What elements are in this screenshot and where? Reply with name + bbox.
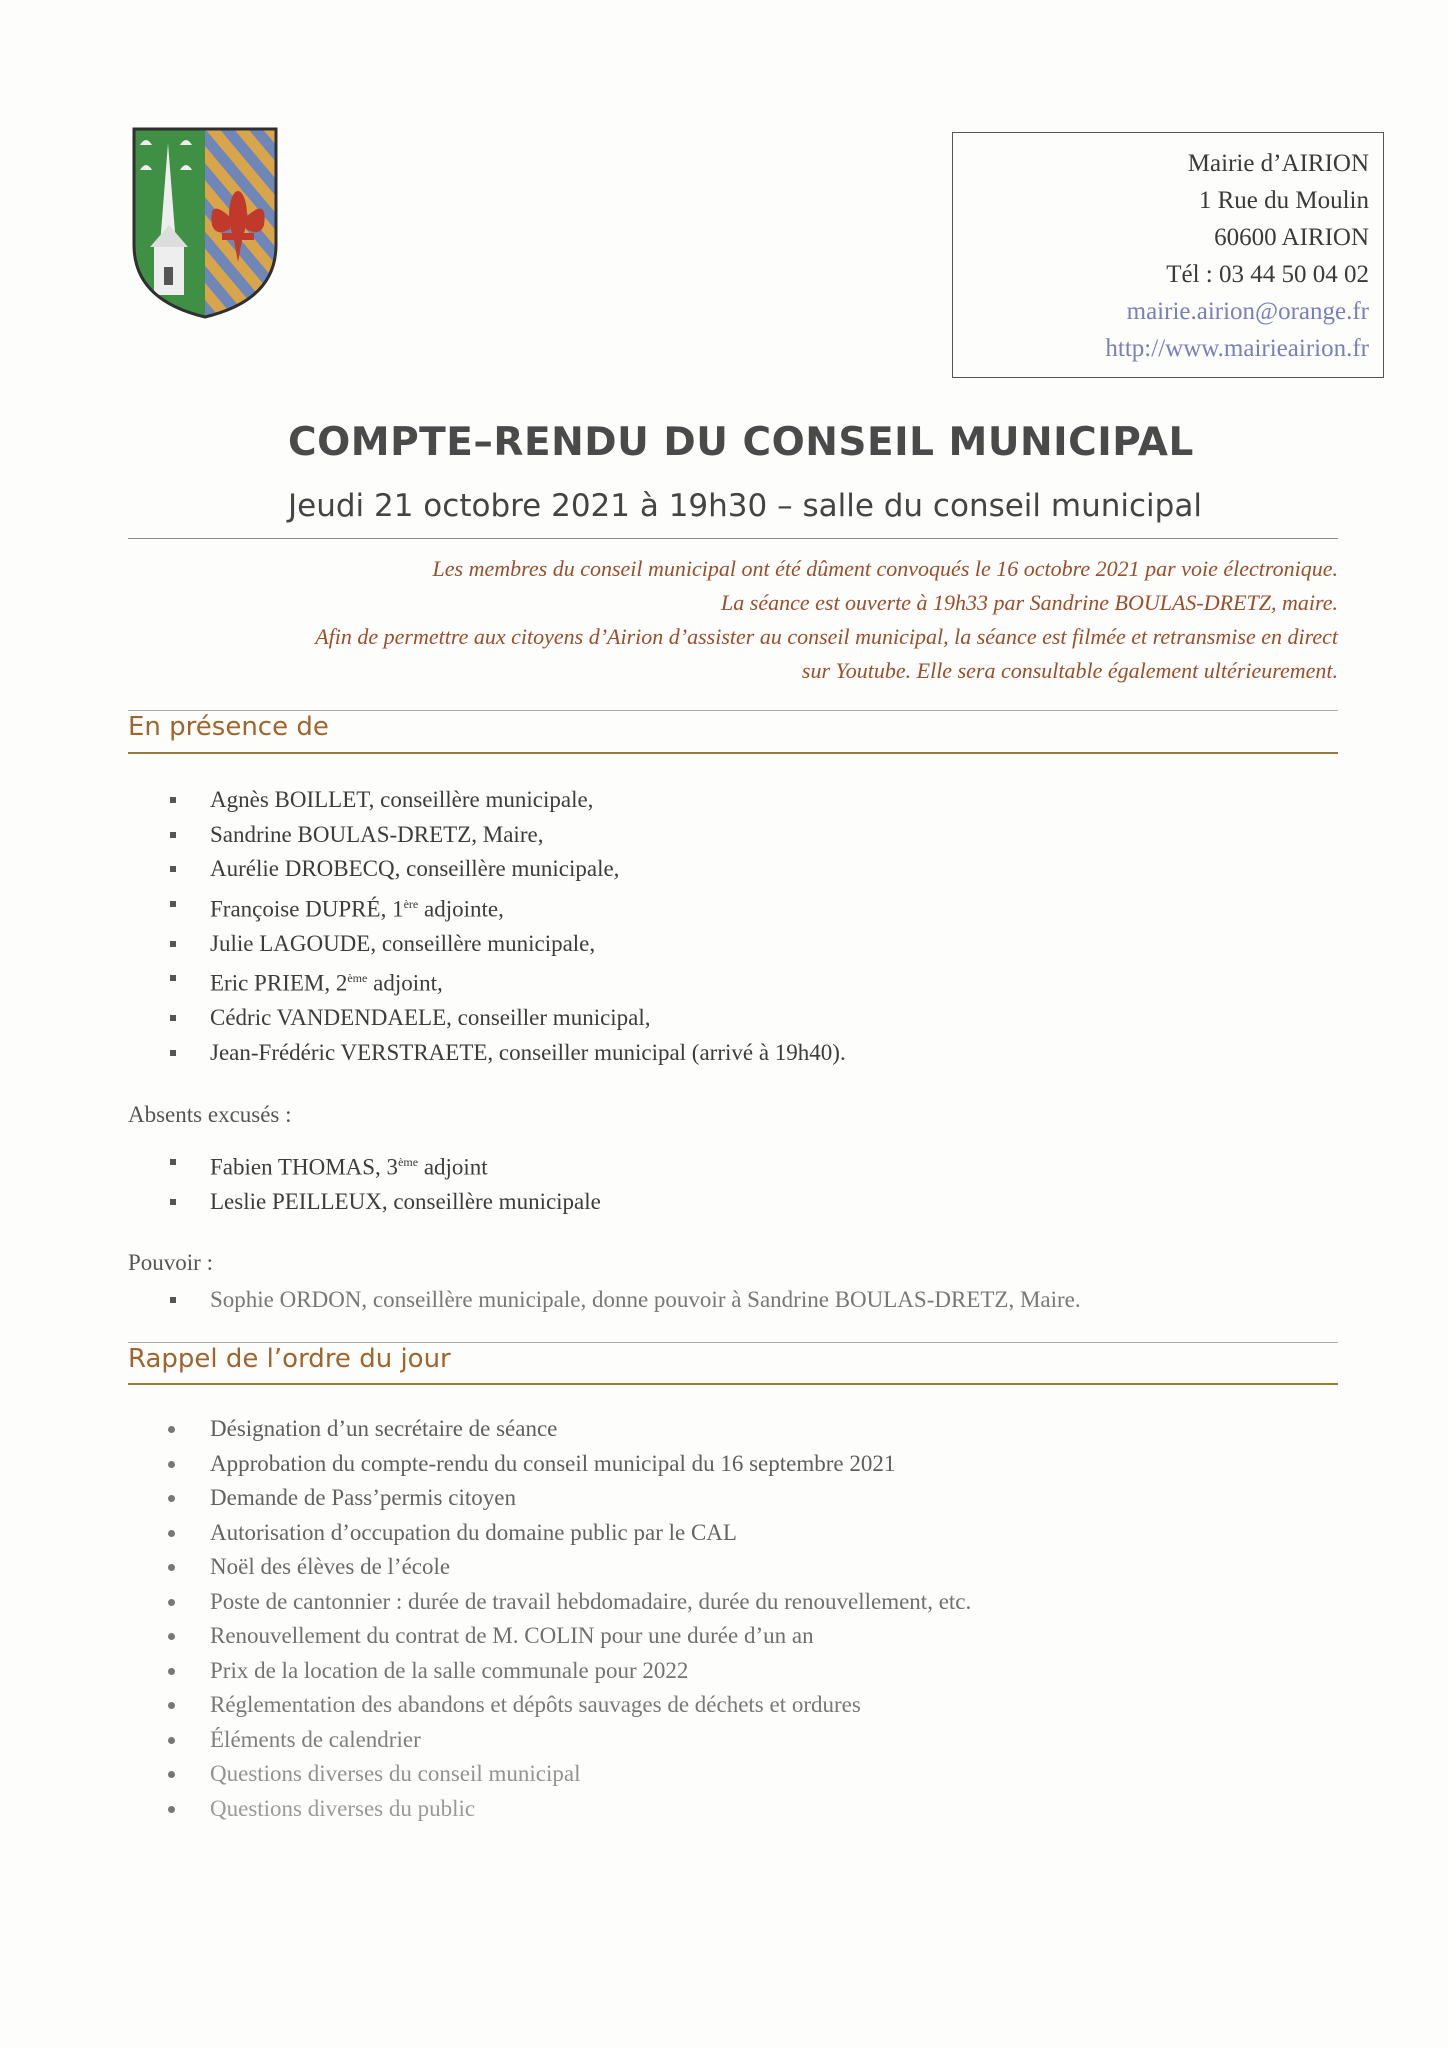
divider bbox=[128, 538, 1338, 539]
address-line-3: 60600 AIRION bbox=[1214, 224, 1369, 251]
ordinal-suffix: ème bbox=[347, 971, 368, 986]
agenda-item: Questions diverses du conseil municipal bbox=[168, 1757, 971, 1792]
list-item bbox=[168, 961, 846, 1001]
section-heading-agenda: Rappel de l’ordre du jour bbox=[128, 1344, 451, 1374]
agenda-item: Éléments de calendrier bbox=[168, 1723, 971, 1758]
item-text: adjoint, bbox=[367, 970, 443, 996]
list-item: Jean-Frédéric VERSTRAETE, conseiller municipal (arrivé à 19h40). bbox=[168, 1036, 846, 1071]
list-item: Aurélie DROBECQ, conseillère municipale, bbox=[168, 852, 846, 887]
address-box bbox=[952, 132, 1384, 378]
list-item: Sophie ORDON, conseillère municipale, donne pouvoir à Sandrine BOULAS-DRETZ, Maire. bbox=[168, 1283, 1081, 1318]
pouvoir-label: Pouvoir : bbox=[128, 1250, 213, 1275]
agenda-item: Poste de cantonnier : durée de travail hebdomadaire, durée du renouvellement, etc. bbox=[168, 1585, 971, 1620]
agenda-item: Approbation du compte-rendu du conseil municipal du 16 septembre 2021 bbox=[168, 1447, 971, 1482]
list-item: Sandrine BOULAS-DRETZ, Maire, bbox=[168, 818, 846, 853]
list-item: Julie LAGOUDE, conseillère municipale, bbox=[168, 927, 846, 962]
agenda-item: Noël des élèves de l’école bbox=[168, 1550, 971, 1585]
section-heading-presence: En présence de bbox=[128, 712, 329, 742]
agenda-item: Réglementation des abandons et dépôts sauvages de déchets et ordures bbox=[168, 1688, 971, 1723]
divider bbox=[128, 710, 1338, 711]
intro-line-2: La séance est ouverte à 19h33 par Sandrine BOULAS-DRETZ, maire. bbox=[721, 590, 1338, 615]
agenda-item: Prix de la location de la salle communale pour 2022 bbox=[168, 1654, 971, 1689]
item-text: adjoint bbox=[418, 1154, 488, 1180]
document-subtitle: Jeudi 21 octobre 2021 à 19h30 – salle du conseil municipal bbox=[288, 488, 1202, 524]
list-item: Agnès BOILLET, conseillère municipale, bbox=[168, 783, 846, 818]
intro-line-1: Les membres du conseil municipal ont été dûment convoqués le 16 octobre 2021 par voie électronique. bbox=[432, 556, 1338, 581]
address-line-2: 1 Rue du Moulin bbox=[1198, 187, 1369, 214]
list-item: Leslie PEILLEUX, conseillère municipale bbox=[168, 1185, 601, 1220]
intro-line-3: Afin de permettre aux citoyens d’Airion d’assister au conseil municipal, la séance est filmée et retransmise en direct bbox=[315, 624, 1338, 649]
divider bbox=[128, 752, 1338, 754]
list-item bbox=[168, 1145, 601, 1185]
agenda-item: Autorisation d’occupation du domaine public par le CAL bbox=[168, 1516, 971, 1551]
agenda-item: Désignation d’un secrétaire de séance bbox=[168, 1412, 971, 1447]
item-text: Françoise DUPRÉ, 1 bbox=[210, 896, 404, 922]
divider bbox=[128, 1383, 1338, 1385]
address-website[interactable]: http://www.mairieairion.fr bbox=[1105, 335, 1369, 362]
agenda-item: Demande de Pass’permis citoyen bbox=[168, 1481, 971, 1516]
agenda-item: Renouvellement du contrat de M. COLIN pour une durée d’un an bbox=[168, 1619, 971, 1654]
list-item: Cédric VANDENDAELE, conseiller municipal, bbox=[168, 1001, 846, 1036]
intro-paragraph bbox=[130, 552, 1338, 688]
ordinal-suffix: ère bbox=[403, 896, 419, 911]
pouvoir-list bbox=[168, 1283, 1081, 1318]
document-title: COMPTE–RENDU DU CONSEIL MUNICIPAL bbox=[288, 420, 1194, 465]
presence-list bbox=[168, 783, 846, 1070]
address-email[interactable]: mairie.airion@orange.fr bbox=[1126, 298, 1369, 325]
list-item bbox=[168, 887, 846, 927]
agenda-item: Questions diverses du public bbox=[168, 1792, 971, 1827]
item-text: adjointe, bbox=[418, 896, 504, 922]
address-phone: Tél : 03 44 50 04 02 bbox=[1166, 261, 1369, 288]
address-line-1: Mairie d’AIRION bbox=[1187, 150, 1369, 177]
item-text: Fabien THOMAS, 3 bbox=[210, 1154, 399, 1180]
absents-label: Absents excusés : bbox=[128, 1102, 292, 1127]
divider bbox=[128, 1342, 1338, 1343]
coat-of-arms-icon bbox=[130, 125, 280, 320]
absents-list bbox=[168, 1145, 601, 1220]
ordinal-suffix: ème bbox=[398, 1155, 419, 1169]
agenda-list bbox=[168, 1412, 971, 1826]
intro-line-4: sur Youtube. Elle sera consultable également ultérieurement. bbox=[801, 658, 1338, 683]
item-text: Eric PRIEM, 2 bbox=[210, 970, 348, 996]
